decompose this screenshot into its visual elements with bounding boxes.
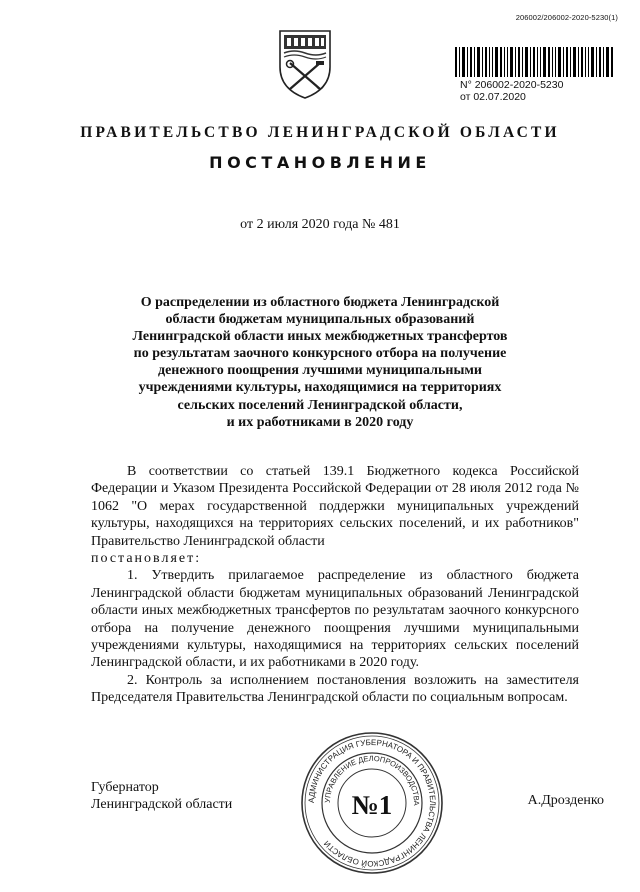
registration-date: от 02.07.2020 [460,91,526,103]
seal-number: №1 [351,790,393,820]
title-line: и их работниками в 2020 году [226,414,414,430]
leningrad-oblast-coat-of-arms-icon [276,27,334,101]
title-line: по результатам заочного конкурсного отбора на получение [133,346,507,362]
title-line: О распределении из областного бюджета Ленинградской [140,295,500,310]
registration-block [460,79,563,103]
preamble-paragraph: В соответствии со статьей 139.1 Бюджетного кодекса Российской Федерации и Указом Президента Российской Федерации от 28 июля 2012 года № 1062 "О мерах государственной поддержки муниципальных учреждений культуры, находящихся на территориях сельских поселений, и их работников" Правительство Ленинградской области [91,464,579,549]
document-date-number: от 2 июля 2020 года № 481 [240,217,400,232]
registration-number: N° 206002-2020-5230 [460,79,564,91]
title-line: учреждениями культуры, находящимися на территориях [138,380,502,396]
title-line: области бюджетам муниципальных образований [165,312,475,328]
document-title [100,294,540,431]
position-line: Ленинградской области [91,796,233,812]
doc-code: 206002/206002-2020-5230(1) [515,13,618,22]
title-line: денежного поощрения лучшими муниципальными [158,363,482,379]
government-name: ПРАВИТЕЛЬСТВО ЛЕНИНГРАДСКОЙ ОБЛАСТИ [80,124,560,141]
clause-1: 1. Утвердить прилагаемое распределение из областного бюджета Ленинградской области бюджетам муниципальных образований Ленинградской области иных межбюджетных трансфертов по результатам заочного конкурсного отбора на получение денежного поощрения лучшими муниципальными учреждениями культуры, находящимися на территориях сельских поселений Ленинградской области, и их работниками в 2020 году. [91,568,579,671]
title-line: Ленинградской области иных межбюджетных трансфертов [132,329,508,345]
document-type: ПОСТАНОВЛЕНИЕ [209,153,431,172]
barcode-icon [455,47,613,77]
document-body [91,463,579,707]
official-seal-icon [297,728,447,878]
title-line: сельских поселений Ленинградской области, [177,397,463,413]
signatory-name: А.Дрозденко [527,793,604,808]
position-line: Губернатор [91,780,159,795]
clause-2: 2. Контроль за исполнением постановления возложить на заместителя Председателя Правительства Ленинградской области по социальным вопросам. [91,672,579,706]
signatory-position [91,780,232,813]
seal-ring-text: АДМИНИСТРАЦИЯ ГУБЕРНАТОРА И ПРАВИТЕЛЬСТВА ЛЕНИНГРАДСКОЙ ОБЛАСТИ [306,737,438,869]
decree-word: постановляет: [91,551,202,567]
seal-inner-text: УПРАВЛЕНИЕ ДЕЛОПРОИЗВОДСТВА [322,753,422,806]
